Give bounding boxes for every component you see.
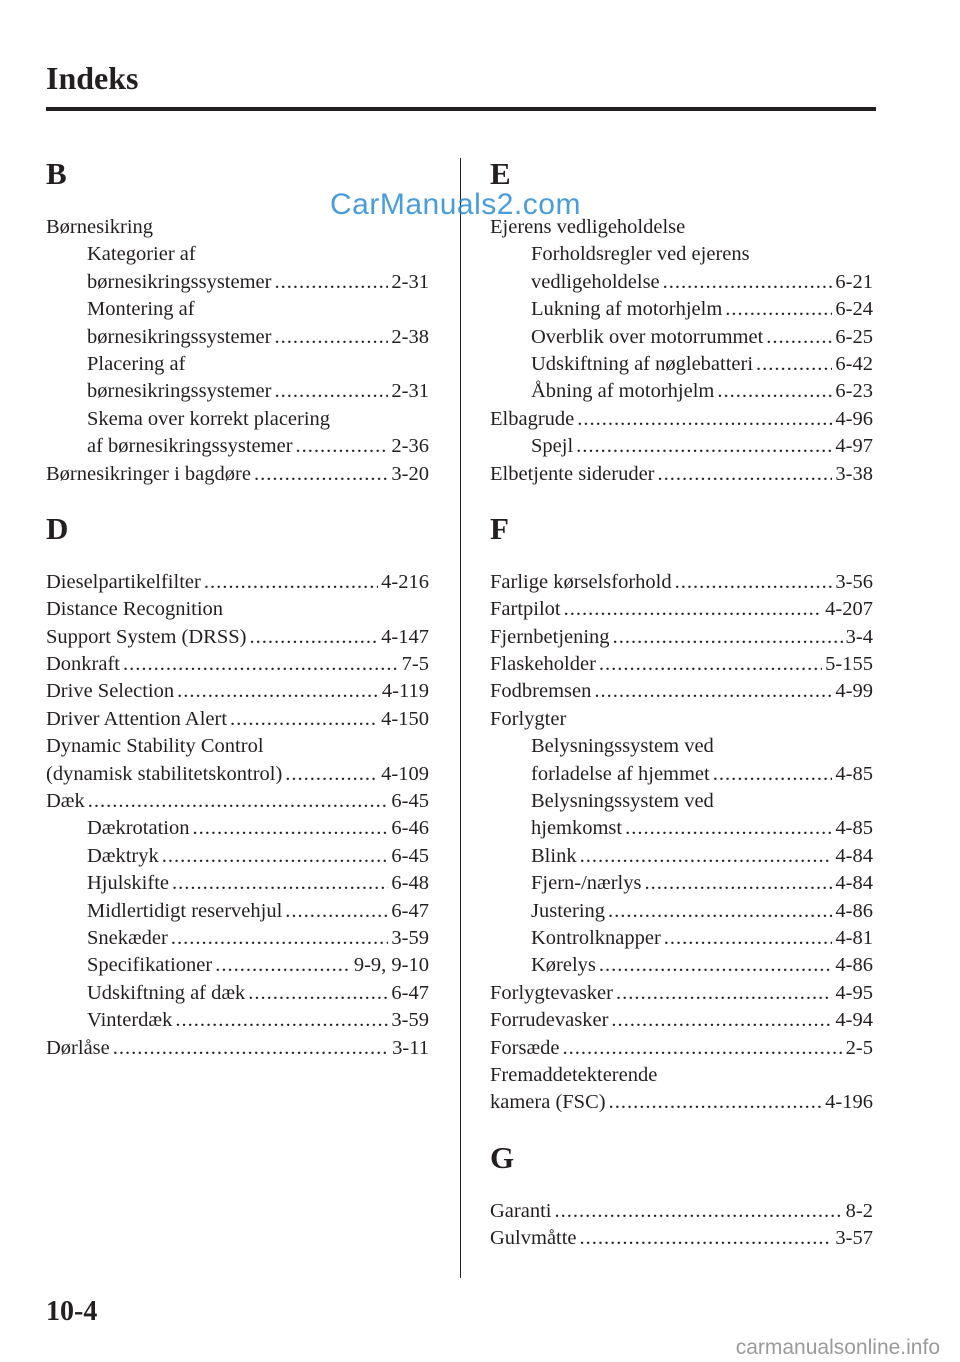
index-entry[interactable] <box>490 378 873 405</box>
index-entry[interactable] <box>490 733 873 760</box>
index-entry-text: Flaskeholder <box>490 653 596 676</box>
dot-leader <box>609 1089 823 1116</box>
index-entry-text: Overblik over motorrummet <box>531 325 764 348</box>
index-entry-text: børnesikringssystemer <box>87 270 272 293</box>
index-entry-page: 4-147 <box>381 625 429 648</box>
index-entry-page: 7-5 <box>401 653 429 676</box>
dot-leader <box>562 1035 842 1062</box>
index-entry-text: børnesikringssystemer <box>87 380 272 403</box>
dot-leader <box>172 870 388 897</box>
index-entry-page: 6-25 <box>835 325 873 348</box>
dot-leader <box>580 843 833 870</box>
section-letter: E <box>490 156 511 191</box>
index-entry-text: Fremaddetekterende <box>490 1063 658 1086</box>
dot-leader <box>577 406 832 433</box>
page-number: 10-4 <box>46 1296 98 1327</box>
index-entry-page: 3-4 <box>845 625 873 648</box>
index-entry-text: Udskiftning af nøglebatteri <box>531 352 754 375</box>
index-entry-text: Vinterdæk <box>87 1009 173 1032</box>
section-letter: F <box>490 510 509 546</box>
index-entry[interactable] <box>490 296 873 323</box>
index-entry-text: Fodbremsen <box>490 680 592 703</box>
index-entry-page: 4-86 <box>835 899 873 922</box>
dot-leader <box>675 569 833 596</box>
dot-leader <box>162 843 389 870</box>
index-entry-page: 3-59 <box>391 926 429 949</box>
section-letter: B <box>46 156 67 191</box>
dot-leader <box>664 925 833 952</box>
index-entry[interactable] <box>490 678 873 705</box>
index-entry-page: 4-94 <box>835 1009 873 1032</box>
dot-leader <box>230 706 378 733</box>
dot-leader <box>616 980 832 1007</box>
index-entry-text: Dynamic Stability Control <box>46 735 264 758</box>
index-entry-text: Midlertidigt reservehjul <box>87 899 283 922</box>
index-entry-text: Drive Selection <box>46 680 175 703</box>
dot-leader <box>123 651 399 678</box>
index-entry[interactable] <box>490 433 873 460</box>
index-entry-page: 3-11 <box>392 1036 429 1059</box>
index-entry[interactable] <box>490 569 873 596</box>
index-entry-text: Forrudevasker <box>490 1009 609 1032</box>
dot-leader <box>613 624 843 651</box>
footer-site-link[interactable]: carmanualsonline.info <box>735 1336 940 1359</box>
dot-leader <box>576 433 832 460</box>
index-entry-text: Forholdsregler ved ejerens <box>531 243 750 266</box>
dot-leader <box>756 351 832 378</box>
index-entry-text: Montering af <box>87 298 195 321</box>
index-entry[interactable] <box>490 788 873 815</box>
index-entry-page: 4-95 <box>835 981 873 1004</box>
index-entry-text: Blink <box>531 844 577 867</box>
index-entry[interactable] <box>46 433 429 460</box>
index-entry-page: 4-85 <box>835 817 873 840</box>
index-entry[interactable] <box>490 952 873 979</box>
index-entry[interactable] <box>490 1035 873 1062</box>
dot-leader <box>611 1007 832 1034</box>
index-entry[interactable] <box>490 843 873 870</box>
dot-leader <box>564 596 823 623</box>
index-entry-text: Support System (DRSS) <box>46 625 247 648</box>
index-entry[interactable] <box>46 706 429 733</box>
index-entry[interactable] <box>46 870 429 897</box>
index-entry-page: 4-207 <box>825 598 873 621</box>
index-entry-page: 4-119 <box>381 680 429 703</box>
index-entry[interactable] <box>46 461 429 488</box>
index-entry[interactable] <box>46 651 429 678</box>
index-entry[interactable] <box>490 241 873 268</box>
index-entry-page: 4-84 <box>835 844 873 867</box>
index-entry[interactable] <box>490 461 873 488</box>
index-entry[interactable] <box>490 269 873 296</box>
index-entry[interactable] <box>46 1035 429 1062</box>
index-entry-text: Placering af <box>87 352 186 375</box>
index-entry[interactable] <box>490 898 873 925</box>
index-entry-text: Skema over korrekt placering <box>87 407 331 430</box>
index-entry-text: Lukning af motorhjelm <box>531 298 723 321</box>
index-entry-page: 5-155 <box>825 653 873 676</box>
index-entry-page: 6-45 <box>391 844 429 867</box>
index-entry-page: 3-20 <box>391 462 429 485</box>
index-entry[interactable] <box>490 1225 873 1252</box>
dot-leader <box>285 898 388 925</box>
dot-leader <box>580 1225 833 1252</box>
index-entry[interactable] <box>490 324 873 351</box>
section-letter: D <box>46 510 69 546</box>
index-entry[interactable] <box>46 980 429 1007</box>
index-entry-text: Kategorier af <box>87 243 196 266</box>
index-entry-text: Driver Attention Alert <box>46 707 228 730</box>
dot-leader <box>625 815 832 842</box>
index-entry-text: børnesikringssystemer <box>87 325 272 348</box>
index-entry-page: 6-47 <box>391 981 429 1004</box>
index-entry-page: 2-38 <box>391 325 429 348</box>
index-entry-page: 3-57 <box>835 1227 873 1250</box>
index-entry-page: 3-59 <box>391 1009 429 1032</box>
dot-leader <box>175 1007 388 1034</box>
index-entry-page: 6-47 <box>391 899 429 922</box>
index-entry-page: 6-45 <box>391 790 429 813</box>
index-entry-text: Distance Recognition <box>46 598 224 621</box>
index-entry-text: Spejl <box>531 435 574 458</box>
index-entry[interactable] <box>46 351 429 378</box>
dot-leader <box>88 788 389 815</box>
index-entry-page: 6-24 <box>835 298 873 321</box>
index-entry[interactable] <box>490 624 873 651</box>
index-entry-page: 4-99 <box>835 680 873 703</box>
index-entry[interactable] <box>490 1062 873 1089</box>
index-entry[interactable] <box>46 624 429 651</box>
dot-leader <box>249 624 378 651</box>
index-entry-text: Belysningssystem ved <box>531 790 714 813</box>
dot-leader <box>113 1035 389 1062</box>
dot-leader <box>204 569 378 596</box>
index-entry-text: Fartpilot <box>490 598 561 621</box>
index-column-left <box>46 156 429 1062</box>
index-entry[interactable] <box>490 870 873 897</box>
index-entry[interactable] <box>46 898 429 925</box>
index-entry[interactable] <box>46 952 429 979</box>
index-entry-page: 2-31 <box>391 380 429 403</box>
index-entry[interactable] <box>490 815 873 842</box>
index-entry-text: Børnesikring <box>46 216 154 238</box>
index-entry-text: Elbetjente sideruder <box>490 462 655 485</box>
index-entry[interactable] <box>46 678 429 705</box>
index-entry[interactable] <box>490 406 873 433</box>
header-rule <box>46 107 876 111</box>
index-entry-page: 6-21 <box>835 270 873 293</box>
index-entry[interactable] <box>46 1007 429 1034</box>
index-entry-text: Dæktryk <box>87 844 159 867</box>
index-entry-text: Belysningssystem ved <box>531 735 714 758</box>
index-entry[interactable] <box>490 351 873 378</box>
index-entry[interactable] <box>46 241 429 268</box>
index-entry-text: Gulvmåtte <box>490 1227 577 1250</box>
index-entry[interactable] <box>46 378 429 405</box>
column-divider <box>460 158 461 1278</box>
index-entry-page: 4-81 <box>835 926 873 949</box>
dot-leader <box>274 324 388 351</box>
index-entry-page: 9-9, 9-10 <box>353 954 429 977</box>
index-entry-text: hjemkomst <box>531 817 623 840</box>
index-entry-page: 3-56 <box>835 570 873 593</box>
index-entry-text: af børnesikringssystemer <box>87 435 293 458</box>
index-entry-text: vedligeholdelse <box>531 270 660 293</box>
index-entry-text: Forsæde <box>490 1036 560 1059</box>
index-entry-text: Elbagrude <box>490 407 575 430</box>
index-entry[interactable] <box>46 761 429 788</box>
dot-leader <box>766 324 832 351</box>
index-entry-text: Fjern-/nærlys <box>531 872 642 895</box>
dot-leader <box>254 461 388 488</box>
dot-leader <box>274 269 388 296</box>
index-entry[interactable] <box>490 706 873 733</box>
index-entry[interactable] <box>46 269 429 296</box>
index-entry-page: 2-36 <box>391 435 429 458</box>
index-entry-text: Kontrolknapper <box>531 926 661 949</box>
dot-leader <box>644 870 832 897</box>
dot-leader <box>713 761 833 788</box>
index-entry[interactable] <box>46 406 429 433</box>
dot-leader <box>594 678 832 705</box>
index-entry-page: 4-86 <box>835 954 873 977</box>
dot-leader <box>717 378 832 405</box>
index-entry-text: Ejerens vedligeholdelse <box>490 216 686 238</box>
index-entry-page: 4-97 <box>835 435 873 458</box>
index-entry[interactable] <box>490 925 873 952</box>
page-title: Indeks <box>46 60 139 96</box>
index-entry-text: Åbning af motorhjelm <box>531 380 715 403</box>
dot-leader <box>193 815 389 842</box>
index-entry-text: Udskiftning af dæk <box>87 981 246 1004</box>
dot-leader <box>274 378 388 405</box>
index-column-right <box>490 156 873 1253</box>
index-entry-text: Børnesikringer i bagdøre <box>46 462 251 485</box>
index-entry-text: (dynamisk stabilitetskontrol) <box>46 762 283 785</box>
index-entry-page: 8-2 <box>845 1199 873 1222</box>
dot-leader <box>285 761 378 788</box>
index-entry[interactable] <box>46 788 429 815</box>
dot-leader <box>658 461 833 488</box>
dot-leader <box>296 433 389 460</box>
index-entry-page: 6-46 <box>391 817 429 840</box>
index-entry[interactable] <box>490 596 873 623</box>
index-entry[interactable] <box>46 569 429 596</box>
dot-leader <box>177 678 379 705</box>
index-entry[interactable] <box>490 651 873 678</box>
index-entry[interactable] <box>490 761 873 788</box>
index-entry[interactable] <box>46 843 429 870</box>
index-entry[interactable] <box>490 980 873 1007</box>
index-entry[interactable] <box>46 733 429 760</box>
dot-leader <box>171 925 389 952</box>
index-entry-text: forladelse af hjemmet <box>531 762 710 785</box>
index-entry-text: Justering <box>531 899 606 922</box>
dot-leader <box>663 269 833 296</box>
index-entry-text: Forlygter <box>490 707 567 730</box>
dot-leader <box>725 296 832 323</box>
dot-leader <box>248 980 388 1007</box>
watermark-logo: CarManuals2.com <box>330 188 581 221</box>
index-entry[interactable] <box>490 1007 873 1034</box>
index-entry-page: 3-38 <box>835 462 873 485</box>
index-entry-text: Forlygtevasker <box>490 981 613 1004</box>
index-entry-page: 4-216 <box>381 570 429 593</box>
dot-leader <box>554 1198 842 1225</box>
index-entry[interactable] <box>46 596 429 623</box>
index-entry-text: kamera (FSC) <box>490 1091 606 1114</box>
index-entry-text: Garanti <box>490 1199 552 1222</box>
index-entry-page: 4-84 <box>835 872 873 895</box>
index-entry-text: Dørlåse <box>46 1036 110 1059</box>
dot-leader <box>599 952 833 979</box>
index-entry-page: 4-196 <box>825 1091 873 1114</box>
index-entry-text: Snekæder <box>87 926 168 949</box>
index-entry-text: Dækrotation <box>87 817 190 840</box>
index-entry[interactable] <box>46 324 429 351</box>
index-entry-page: 6-42 <box>835 352 873 375</box>
index-entry-page: 6-48 <box>391 872 429 895</box>
index-entry[interactable] <box>46 296 429 323</box>
dot-leader <box>215 952 351 979</box>
index-entry[interactable] <box>490 1089 873 1116</box>
index-entry-text: Fjernbetjening <box>490 625 610 648</box>
index-entry[interactable] <box>490 1198 873 1225</box>
dot-leader <box>608 898 832 925</box>
index-entry-text: Hjulskifte <box>87 872 169 895</box>
section-letter: G <box>490 1139 515 1175</box>
index-entry-text: Kørelys <box>531 954 596 977</box>
index-entry-page: 4-85 <box>835 762 873 785</box>
index-entry-text: Dæk <box>46 790 85 813</box>
index-entry-page: 2-31 <box>391 270 429 293</box>
index-entry-text: Specifikationer <box>87 954 213 977</box>
index-entry-page: 2-5 <box>845 1036 873 1059</box>
index-entry-page: 4-109 <box>381 762 429 785</box>
index-entry[interactable] <box>46 815 429 842</box>
index-entry-page: 4-150 <box>381 707 429 730</box>
dot-leader <box>599 651 822 678</box>
index-entry-page: 6-23 <box>835 380 873 403</box>
index-entry-page: 4-96 <box>835 407 873 430</box>
index-entry-text: Donkraft <box>46 653 121 676</box>
index-entry-text: Farlige kørselsforhold <box>490 570 672 593</box>
index-entry-text: Dieselpartikelfilter <box>46 570 201 593</box>
index-entry[interactable] <box>46 925 429 952</box>
